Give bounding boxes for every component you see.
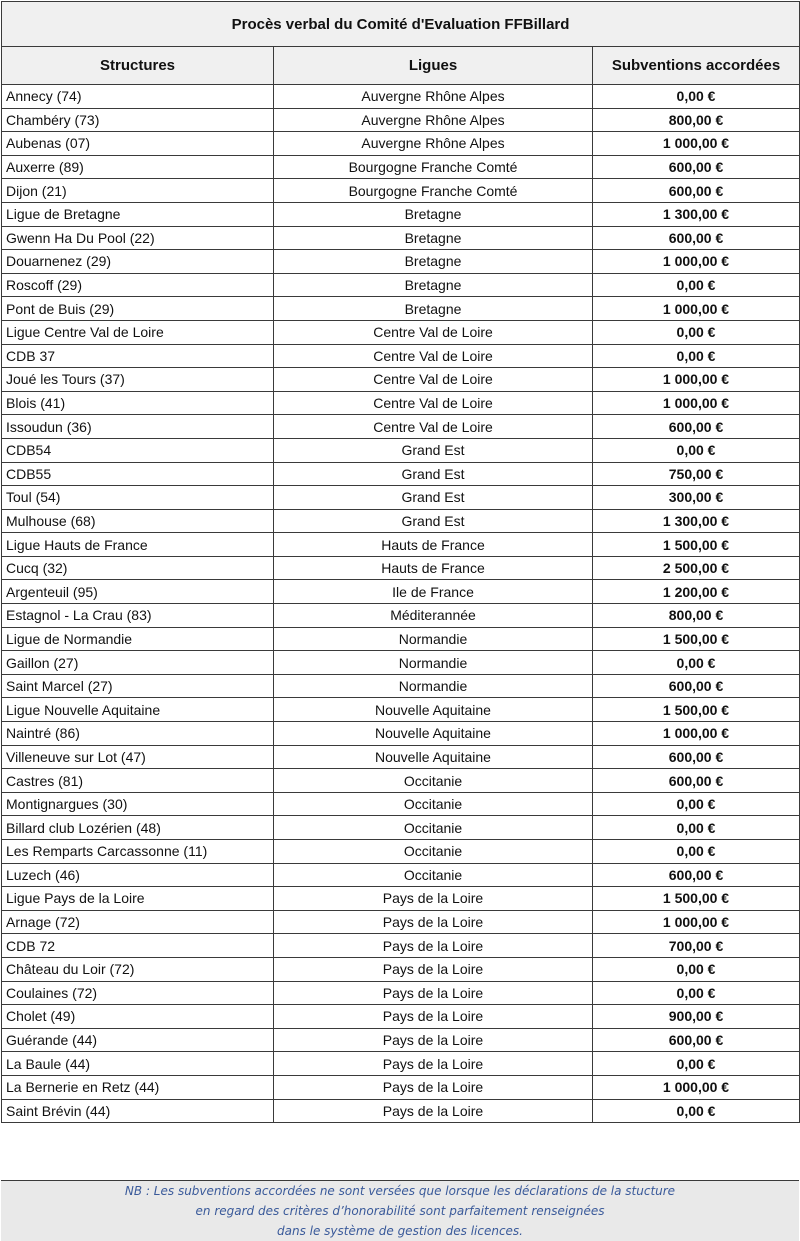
cell-structure: Douarnenez (29): [2, 250, 274, 274]
cell-ligue: Pays de la Loire: [274, 1075, 593, 1099]
cell-structure: Blois (41): [2, 391, 274, 415]
cell-subvention: 900,00 €: [593, 1005, 800, 1029]
cell-structure: Coulaines (72): [2, 981, 274, 1005]
cell-ligue: Occitanie: [274, 816, 593, 840]
cell-ligue: Centre Val de Loire: [274, 391, 593, 415]
table-row: [2, 179, 800, 203]
cell-structure: Ligue de Bretagne: [2, 202, 274, 226]
cell-ligue: Grand Est: [274, 486, 593, 510]
table-row: [2, 155, 800, 179]
cell-structure: Auxerre (89): [2, 155, 274, 179]
cell-subvention: 300,00 €: [593, 486, 800, 510]
cell-structure: Estagnol - La Crau (83): [2, 604, 274, 628]
cell-ligue: Bretagne: [274, 250, 593, 274]
cell-structure: Aubenas (07): [2, 132, 274, 156]
cell-structure: Cholet (49): [2, 1005, 274, 1029]
cell-structure: Argenteuil (95): [2, 580, 274, 604]
cell-subvention: 0,00 €: [593, 1099, 800, 1123]
footnote: [1, 1180, 799, 1241]
cell-structure: CDB 72: [2, 934, 274, 958]
cell-ligue: Bourgogne Franche Comté: [274, 179, 593, 203]
cell-ligue: Grand Est: [274, 462, 593, 486]
cell-subvention: 0,00 €: [593, 1052, 800, 1076]
cell-structure: Ligue Centre Val de Loire: [2, 320, 274, 344]
cell-subvention: 0,00 €: [593, 957, 800, 981]
table-row: [2, 580, 800, 604]
cell-structure: Toul (54): [2, 486, 274, 510]
cell-subvention: 600,00 €: [593, 226, 800, 250]
table-row: [2, 486, 800, 510]
cell-subvention: 600,00 €: [593, 863, 800, 887]
cell-ligue: Auvergne Rhône Alpes: [274, 108, 593, 132]
cell-subvention: 0,00 €: [593, 651, 800, 675]
table-row: [2, 226, 800, 250]
table-row: [2, 769, 800, 793]
cell-structure: Ligue Pays de la Loire: [2, 887, 274, 911]
cell-ligue: Centre Val de Loire: [274, 368, 593, 392]
cell-structure: Gaillon (27): [2, 651, 274, 675]
cell-ligue: Occitanie: [274, 769, 593, 793]
table-row: [2, 391, 800, 415]
cell-ligue: Occitanie: [274, 863, 593, 887]
cell-ligue: Bretagne: [274, 297, 593, 321]
subsidies-table: [1, 1, 800, 1123]
cell-ligue: Méditerannée: [274, 604, 593, 628]
cell-ligue: Occitanie: [274, 792, 593, 816]
table-row: [2, 320, 800, 344]
cell-structure: La Bernerie en Retz (44): [2, 1075, 274, 1099]
cell-structure: Issoudun (36): [2, 415, 274, 439]
cell-structure: Naintré (86): [2, 722, 274, 746]
table-row: [2, 651, 800, 675]
cell-subvention: 1 000,00 €: [593, 722, 800, 746]
cell-subvention: 600,00 €: [593, 674, 800, 698]
cell-subvention: 0,00 €: [593, 320, 800, 344]
cell-ligue: Bretagne: [274, 273, 593, 297]
cell-ligue: Pays de la Loire: [274, 957, 593, 981]
cell-ligue: Nouvelle Aquitaine: [274, 698, 593, 722]
cell-ligue: Ile de France: [274, 580, 593, 604]
cell-subvention: 0,00 €: [593, 438, 800, 462]
cell-structure: Annecy (74): [2, 85, 274, 109]
cell-ligue: Normandie: [274, 651, 593, 675]
cell-ligue: Auvergne Rhône Alpes: [274, 85, 593, 109]
cell-structure: Joué les Tours (37): [2, 368, 274, 392]
cell-ligue: Pays de la Loire: [274, 1099, 593, 1123]
table-row: [2, 273, 800, 297]
cell-ligue: Pays de la Loire: [274, 910, 593, 934]
cell-structure: Arnage (72): [2, 910, 274, 934]
cell-subvention: 1 000,00 €: [593, 910, 800, 934]
table-title: Procès verbal du Comité d'Evaluation FFBillard: [2, 2, 800, 47]
cell-structure: CDB 37: [2, 344, 274, 368]
table-row: [2, 202, 800, 226]
table-row: [2, 108, 800, 132]
table-row: [2, 627, 800, 651]
cell-subvention: 800,00 €: [593, 604, 800, 628]
cell-ligue: Pays de la Loire: [274, 1052, 593, 1076]
cell-subvention: 600,00 €: [593, 155, 800, 179]
cell-ligue: Pays de la Loire: [274, 934, 593, 958]
cell-subvention: 0,00 €: [593, 273, 800, 297]
cell-subvention: 600,00 €: [593, 1028, 800, 1052]
cell-subvention: 1 000,00 €: [593, 297, 800, 321]
table-body: [2, 85, 800, 1123]
cell-ligue: Centre Val de Loire: [274, 415, 593, 439]
cell-structure: Cucq (32): [2, 556, 274, 580]
table-row: [2, 556, 800, 580]
cell-subvention: 1 000,00 €: [593, 1075, 800, 1099]
cell-structure: Guérande (44): [2, 1028, 274, 1052]
table-row: [2, 132, 800, 156]
cell-ligue: Pays de la Loire: [274, 981, 593, 1005]
cell-ligue: Grand Est: [274, 509, 593, 533]
cell-subvention: 750,00 €: [593, 462, 800, 486]
table-row: [2, 1028, 800, 1052]
table-row: [2, 674, 800, 698]
column-header-subventions: Subventions accordées: [593, 47, 800, 85]
cell-subvention: 0,00 €: [593, 792, 800, 816]
cell-subvention: 600,00 €: [593, 745, 800, 769]
cell-subvention: 600,00 €: [593, 179, 800, 203]
cell-ligue: Grand Est: [274, 438, 593, 462]
cell-structure: La Baule (44): [2, 1052, 274, 1076]
cell-subvention: 2 500,00 €: [593, 556, 800, 580]
cell-subvention: 0,00 €: [593, 344, 800, 368]
cell-subvention: 1 000,00 €: [593, 368, 800, 392]
cell-ligue: Normandie: [274, 627, 593, 651]
cell-structure: Ligue Hauts de France: [2, 533, 274, 557]
table-row: [2, 509, 800, 533]
column-header-ligues: Ligues: [274, 47, 593, 85]
cell-subvention: 1 300,00 €: [593, 202, 800, 226]
table-row: [2, 910, 800, 934]
footnote-line: NB : Les subventions accordées ne sont versées que lorsque les déclarations de la stucture: [124, 1184, 676, 1198]
cell-ligue: Nouvelle Aquitaine: [274, 745, 593, 769]
table-row: [2, 368, 800, 392]
table-row: [2, 438, 800, 462]
table-row: [2, 533, 800, 557]
table-row: [2, 85, 800, 109]
cell-ligue: Bourgogne Franche Comté: [274, 155, 593, 179]
footnote-line: en regard des critères d’honorabilité sont parfaitement renseignées: [195, 1204, 605, 1218]
cell-subvention: 1 500,00 €: [593, 887, 800, 911]
cell-structure: Pont de Buis (29): [2, 297, 274, 321]
cell-structure: Château du Loir (72): [2, 957, 274, 981]
cell-subvention: 0,00 €: [593, 85, 800, 109]
cell-ligue: Pays de la Loire: [274, 887, 593, 911]
cell-subvention: 0,00 €: [593, 981, 800, 1005]
cell-ligue: Pays de la Loire: [274, 1005, 593, 1029]
cell-ligue: Auvergne Rhône Alpes: [274, 132, 593, 156]
cell-structure: Luzech (46): [2, 863, 274, 887]
cell-structure: Saint Marcel (27): [2, 674, 274, 698]
column-header-structures: Structures: [2, 47, 274, 85]
table-row: [2, 816, 800, 840]
cell-ligue: Bretagne: [274, 226, 593, 250]
table-row: [2, 887, 800, 911]
cell-structure: CDB55: [2, 462, 274, 486]
table-row: [2, 604, 800, 628]
cell-structure: Mulhouse (68): [2, 509, 274, 533]
table-row: [2, 698, 800, 722]
table-row: [2, 344, 800, 368]
table-row: [2, 1005, 800, 1029]
cell-structure: Chambéry (73): [2, 108, 274, 132]
cell-ligue: Occitanie: [274, 840, 593, 864]
cell-subvention: 600,00 €: [593, 769, 800, 793]
cell-structure: Ligue de Normandie: [2, 627, 274, 651]
cell-structure: Gwenn Ha Du Pool (22): [2, 226, 274, 250]
table-row: [2, 297, 800, 321]
table-row: [2, 957, 800, 981]
cell-subvention: 1 300,00 €: [593, 509, 800, 533]
cell-ligue: Hauts de France: [274, 556, 593, 580]
cell-ligue: Pays de la Loire: [274, 1028, 593, 1052]
table-row: [2, 722, 800, 746]
table-row: [2, 1075, 800, 1099]
cell-subvention: 1 000,00 €: [593, 391, 800, 415]
table-row: [2, 415, 800, 439]
cell-structure: Villeneuve sur Lot (47): [2, 745, 274, 769]
cell-subvention: 1 200,00 €: [593, 580, 800, 604]
cell-ligue: Hauts de France: [274, 533, 593, 557]
cell-structure: CDB54: [2, 438, 274, 462]
cell-structure: Ligue Nouvelle Aquitaine: [2, 698, 274, 722]
footnote-line: dans le système de gestion des licences.: [277, 1224, 523, 1238]
cell-subvention: 1 500,00 €: [593, 698, 800, 722]
cell-subvention: 600,00 €: [593, 415, 800, 439]
table-row: [2, 1052, 800, 1076]
table-row: [2, 863, 800, 887]
cell-subvention: 800,00 €: [593, 108, 800, 132]
cell-structure: Saint Brévin (44): [2, 1099, 274, 1123]
cell-ligue: Nouvelle Aquitaine: [274, 722, 593, 746]
cell-subvention: 1 000,00 €: [593, 250, 800, 274]
table-row: [2, 745, 800, 769]
cell-structure: Castres (81): [2, 769, 274, 793]
cell-subvention: 1 000,00 €: [593, 132, 800, 156]
cell-subvention: 0,00 €: [593, 816, 800, 840]
table-row: [2, 250, 800, 274]
cell-ligue: Normandie: [274, 674, 593, 698]
cell-structure: Billard club Lozérien (48): [2, 816, 274, 840]
cell-structure: Dijon (21): [2, 179, 274, 203]
cell-subvention: 0,00 €: [593, 840, 800, 864]
cell-ligue: Centre Val de Loire: [274, 320, 593, 344]
table-row: [2, 840, 800, 864]
cell-subvention: 1 500,00 €: [593, 627, 800, 651]
cell-ligue: Bretagne: [274, 202, 593, 226]
cell-structure: Roscoff (29): [2, 273, 274, 297]
cell-subvention: 700,00 €: [593, 934, 800, 958]
table-row: [2, 981, 800, 1005]
cell-subvention: 1 500,00 €: [593, 533, 800, 557]
cell-structure: Les Remparts Carcassonne (11): [2, 840, 274, 864]
cell-ligue: Centre Val de Loire: [274, 344, 593, 368]
table-row: [2, 792, 800, 816]
table-row: [2, 1099, 800, 1123]
table-row: [2, 462, 800, 486]
cell-structure: Montignargues (30): [2, 792, 274, 816]
table-row: [2, 934, 800, 958]
